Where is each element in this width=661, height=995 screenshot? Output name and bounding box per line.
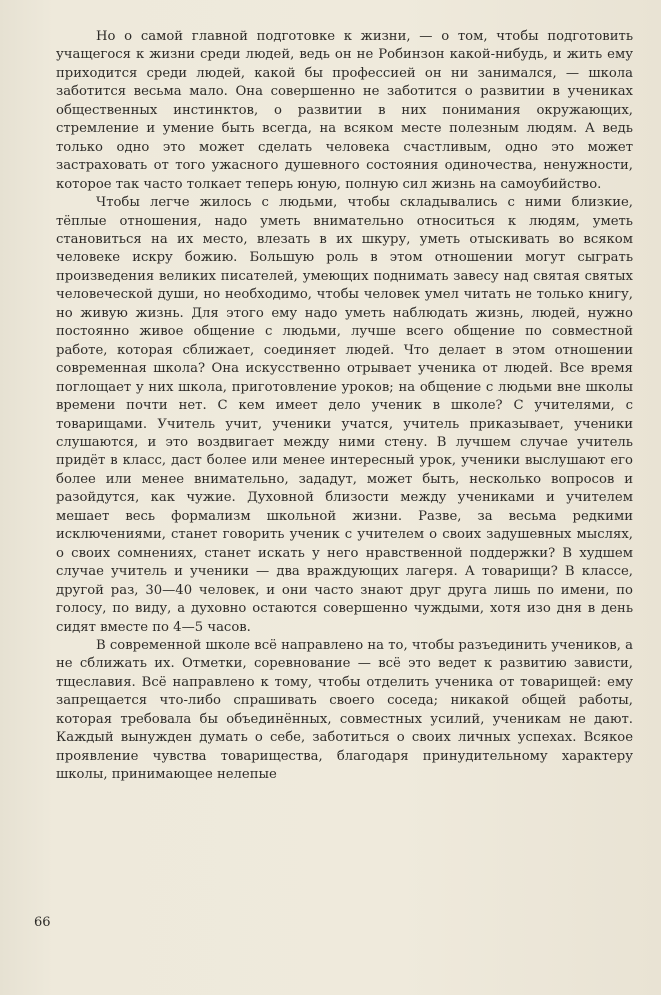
paragraph-3: В современной школе всё направлено на то, чтобы разъединить учеников, а не сближать их. Отметки, соревнование — всё это ведет к развитию зависти, тщеславия. Всё направлено к тому, чтобы отделить ученика от товарищей: ему запрещается что-либо спрашивать своего соседа; никакой общей работы, которая требовала бы объединённых, совместных усилий, ученикам не дают. Каждый вынужден думать о себе, заботиться о своих личных успехах. Всякое проявление чувства товарищества, благодаря принудительному характеру школы, принимающее нелепые: [56, 637, 633, 783]
page-number: 66: [34, 915, 51, 930]
body-text: [56, 28, 633, 785]
paragraph-1: Но о самой главной подготовке к жизни, — о том, чтобы подготовить учащегося к жизни среди людей, ведь он не Робинзон какой-нибудь, и жить ему приходится среди людей, какой бы профессией он ни занимался, — школа заботится весьма мало. Она совершенно не заботится о развитии в учениках общественных инстинктов, о развитии в них понимания окружающих, стремление и умение быть всегда, на всяком месте полезным людям. А ведь только одно это может сделать человека счастливым, одно это может застраховать от того ужасного душевного состояния одиночества, ненужности, которое так часто толкает теперь юную, полную сил жизнь на самоубийство.: [56, 29, 633, 192]
paragraph-2: Чтобы легче жилось с людьми, чтобы складывались с ними близкие, тёплые отношения, надо уметь внимательно относиться к людям, уметь становиться на их место, влезать в их шкуру, уметь отыскивать во всяком человеке искру божию. Большую роль в этом отношении могут сыграть произведения великих писателей, умеющих поднимать завесу над святая святых человеческой души, но необходимо, чтобы человек умел читать не только книгу, но живую жизнь. Для этого ему надо уметь наблюдать жизнь, людей, нужно постоянно живое общение с людьми, лучше всего общение по совместной работе, которая сближает, соединяет людей. Что делает в этом отношении современная школа? Она искусственно отрывает ученика от людей. Все время поглощает у них школа, приготовление уроков; на общение с людьми вне школы времени почти нет. С кем имеет дело ученик в школе? С учителями, с товарищами. Учитель учит, ученики учатся, учитель приказывает, ученики слушаются, и это воздвигает между ними стену. В лучшем случае учитель придёт в класс, даст более или менее интересный урок, ученики выслушают его более или менее внимательно, зададут, может быть, несколько вопросов и разойдутся, как чужие. Духовной близости между учениками и учителем мешает весь формализм школьной жизни. Разве, за весьма редкими исключениями, станет говорить ученик с учителем о своих задушевных мыслях, о своих сомнениях, станет искать у него нравственной поддержки? В худшем случае учитель и ученики — два враждующих лагеря. А товарищи? В классе, другой раз, 30—40 человек, и они часто знают друг друга лишь по имени, по голосу, по виду, а духовно остаются совершенно чуждыми, хотя изо дня в день сидят вместе по 4—5 часов.: [56, 195, 633, 635]
